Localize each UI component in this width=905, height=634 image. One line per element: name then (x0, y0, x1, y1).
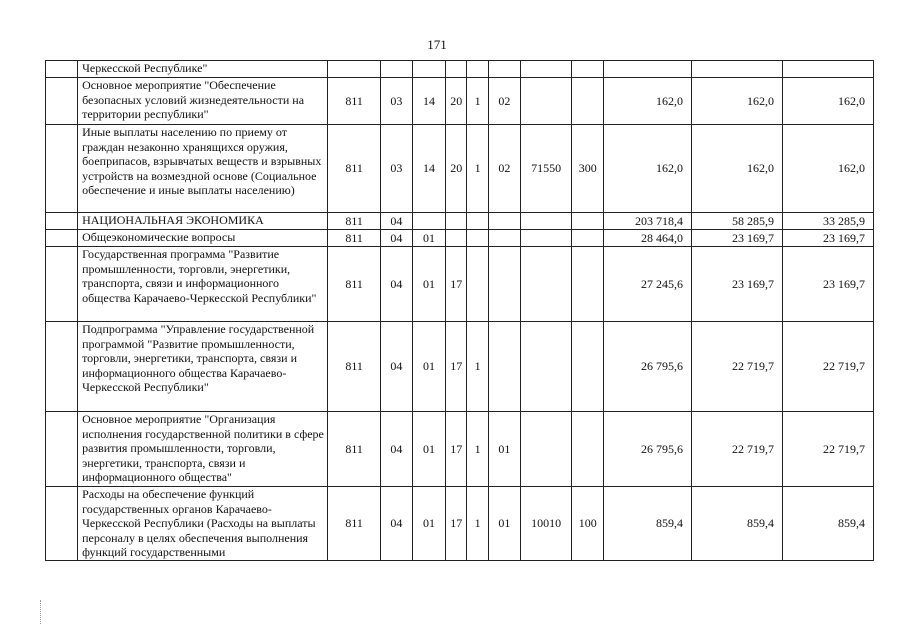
event-code: 02 (488, 78, 520, 125)
expense-type-code (572, 322, 604, 412)
kvsr-code: 811 (328, 412, 380, 487)
event-code (488, 61, 520, 78)
table-row (46, 230, 874, 247)
margin-cell (46, 61, 78, 78)
direction-code (520, 230, 571, 247)
event-code (488, 230, 520, 247)
amount-year-1: 26 795,6 (604, 322, 692, 412)
margin-cell (46, 487, 78, 561)
program-code: 20 (446, 78, 467, 125)
subsection-code: 01 (412, 247, 445, 322)
margin-cell (46, 78, 78, 125)
program-code: 17 (446, 487, 467, 561)
table-row (46, 61, 874, 78)
section-code: 04 (380, 322, 412, 412)
kvsr-code: 811 (328, 322, 380, 412)
kvsr-code (328, 61, 380, 78)
amount-year-3: 22 719,7 (782, 412, 873, 487)
row-name: НАЦИОНАЛЬНАЯ ЭКОНОМИКА (78, 213, 328, 230)
row-name: Государственная программа "Развитие промышленности, торговли, энергетики, транспорта, связи и информационного общества Карачаево-Черкесской Республики" (78, 247, 328, 322)
subprogram-code: 1 (467, 125, 488, 213)
table-row (46, 247, 874, 322)
amount-year-1: 162,0 (604, 78, 692, 125)
scan-margin-mark (40, 600, 42, 624)
direction-code (520, 412, 571, 487)
amount-year-1: 28 464,0 (604, 230, 692, 247)
event-code: 02 (488, 125, 520, 213)
subprogram-code (467, 247, 488, 322)
expense-type-code (572, 247, 604, 322)
amount-year-3 (782, 61, 873, 78)
row-name: Подпрограмма "Управление государственной программой "Развитие промышленности, торговли, энергетики, транспорта, связи и информационного общества Карачаево-Черкесской Республики" (78, 322, 328, 412)
direction-code (520, 78, 571, 125)
section-code (380, 61, 412, 78)
subprogram-code (467, 61, 488, 78)
amount-year-1 (604, 61, 692, 78)
subprogram-code (467, 213, 488, 230)
margin-cell (46, 412, 78, 487)
amount-year-3: 33 285,9 (782, 213, 873, 230)
amount-year-1: 203 718,4 (604, 213, 692, 230)
amount-year-2: 162,0 (692, 78, 783, 125)
margin-cell (46, 213, 78, 230)
amount-year-3: 162,0 (782, 125, 873, 213)
expense-type-code (572, 213, 604, 230)
amount-year-2: 22 719,7 (692, 322, 783, 412)
row-name: Иные выплаты населению по приему от граждан незаконно хранящихся оружия, боеприпасов, взрывчатых веществ и взрывных устройств на возмездной основе (Социальное обеспечение и иные выплаты населению) (78, 125, 328, 213)
page-number: 171 (427, 37, 447, 52)
direction-code (520, 247, 571, 322)
row-name: Черкесской Республике" (78, 61, 328, 78)
direction-code: 10010 (520, 487, 571, 561)
program-code: 17 (446, 412, 467, 487)
event-code (488, 322, 520, 412)
section-code: 03 (380, 125, 412, 213)
kvsr-code: 811 (328, 230, 380, 247)
margin-cell (46, 247, 78, 322)
amount-year-3: 22 719,7 (782, 322, 873, 412)
program-code (446, 230, 467, 247)
kvsr-code: 811 (328, 125, 380, 213)
event-code (488, 213, 520, 230)
program-code: 20 (446, 125, 467, 213)
amount-year-1: 26 795,6 (604, 412, 692, 487)
subprogram-code: 1 (467, 322, 488, 412)
section-code: 04 (380, 412, 412, 487)
subprogram-code: 1 (467, 487, 488, 561)
section-code: 04 (380, 247, 412, 322)
table-row (46, 78, 874, 125)
amount-year-3: 23 169,7 (782, 230, 873, 247)
kvsr-code: 811 (328, 247, 380, 322)
row-name: Основное мероприятие "Обеспечение безопасных условий жизнедеятельности на территории республики" (78, 78, 328, 125)
section-code: 04 (380, 487, 412, 561)
row-name: Основное мероприятие "Организация исполнения государственной политики в сфере развития промышленности, торговли, энергетики, транспорта, связи и информационного общества" (78, 412, 328, 487)
subsection-code: 14 (412, 78, 445, 125)
amount-year-1: 859,4 (604, 487, 692, 561)
amount-year-2: 23 169,7 (692, 247, 783, 322)
expense-type-code (572, 61, 604, 78)
kvsr-code: 811 (328, 487, 380, 561)
table-row (46, 487, 874, 561)
amount-year-3: 162,0 (782, 78, 873, 125)
row-name: Расходы на обеспечение функций государственных органов Карачаево-Черкесской Республики (Расходы на выплаты персоналу в целях обеспечения выполнения функций государственными (78, 487, 328, 561)
kvsr-code: 811 (328, 213, 380, 230)
direction-code: 71550 (520, 125, 571, 213)
table-row (46, 412, 874, 487)
subsection-code: 01 (412, 412, 445, 487)
expense-type-code (572, 230, 604, 247)
subsection-code (412, 213, 445, 230)
subprogram-code (467, 230, 488, 247)
direction-code (520, 213, 571, 230)
amount-year-1: 162,0 (604, 125, 692, 213)
event-code: 01 (488, 487, 520, 561)
table-row (46, 213, 874, 230)
row-name: Общеэкономические вопросы (78, 230, 328, 247)
program-code (446, 213, 467, 230)
subsection-code: 14 (412, 125, 445, 213)
section-code: 04 (380, 213, 412, 230)
subsection-code: 01 (412, 230, 445, 247)
direction-code (520, 61, 571, 78)
subprogram-code: 1 (467, 412, 488, 487)
amount-year-3: 859,4 (782, 487, 873, 561)
kvsr-code: 811 (328, 78, 380, 125)
section-code: 03 (380, 78, 412, 125)
program-code: 17 (446, 247, 467, 322)
budget-table (45, 60, 874, 561)
subsection-code: 01 (412, 487, 445, 561)
subsection-code (412, 61, 445, 78)
expense-type-code: 300 (572, 125, 604, 213)
table-row (46, 125, 874, 213)
expense-type-code (572, 78, 604, 125)
program-code: 17 (446, 322, 467, 412)
margin-cell (46, 322, 78, 412)
section-code: 04 (380, 230, 412, 247)
margin-cell (46, 230, 78, 247)
amount-year-2: 58 285,9 (692, 213, 783, 230)
expense-type-code (572, 412, 604, 487)
direction-code (520, 322, 571, 412)
amount-year-2: 23 169,7 (692, 230, 783, 247)
subsection-code: 01 (412, 322, 445, 412)
margin-cell (46, 125, 78, 213)
amount-year-2: 22 719,7 (692, 412, 783, 487)
amount-year-2 (692, 61, 783, 78)
event-code (488, 247, 520, 322)
amount-year-1: 27 245,6 (604, 247, 692, 322)
event-code: 01 (488, 412, 520, 487)
program-code (446, 61, 467, 78)
table-row (46, 322, 874, 412)
expense-type-code: 100 (572, 487, 604, 561)
subprogram-code: 1 (467, 78, 488, 125)
amount-year-2: 859,4 (692, 487, 783, 561)
amount-year-2: 162,0 (692, 125, 783, 213)
amount-year-3: 23 169,7 (782, 247, 873, 322)
